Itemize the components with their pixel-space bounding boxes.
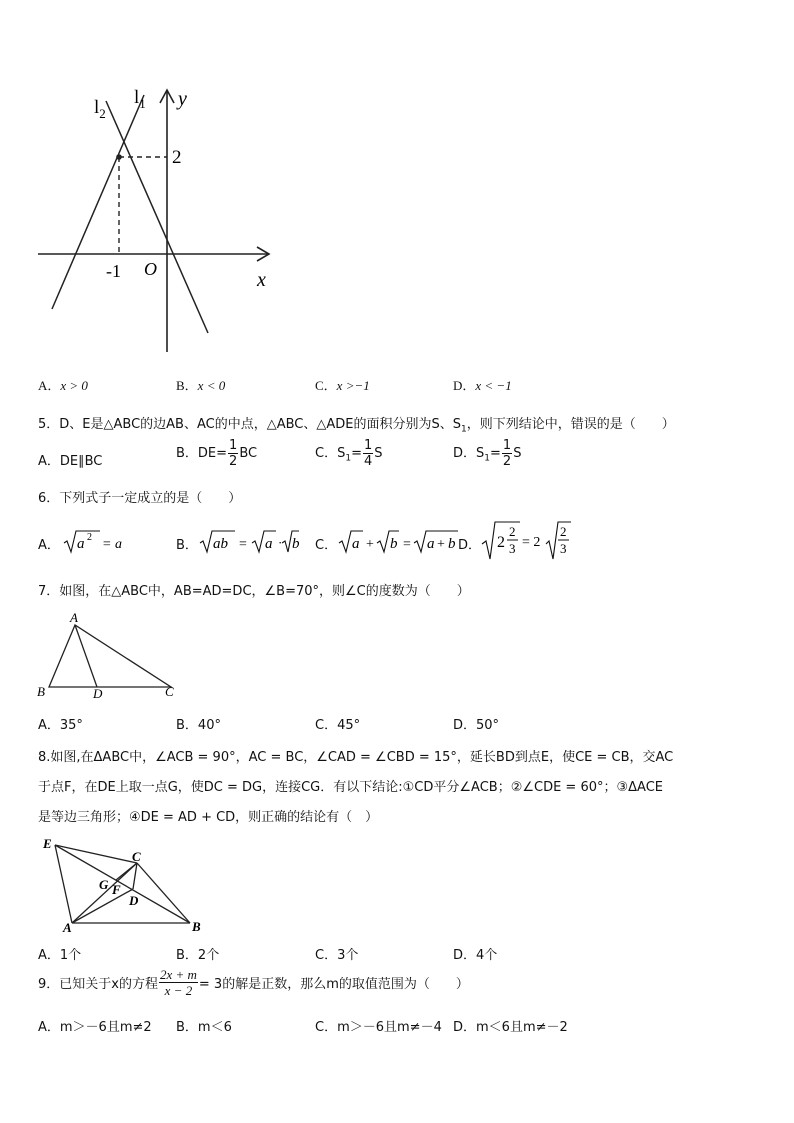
q8-geometry-figure — [38, 836, 214, 936]
svg-text:a: a — [352, 536, 360, 552]
q6-option-d-letter: D． — [458, 538, 482, 553]
svg-text:F: F — [112, 882, 121, 897]
q6-option-b-formula — [198, 526, 300, 556]
q6-option-a[interactable] — [38, 534, 60, 553]
svg-text:b: b — [448, 536, 456, 552]
svg-text:B: B — [37, 684, 45, 699]
svg-text:D: D — [129, 893, 139, 908]
q7-option-c[interactable]: C．45° — [315, 718, 361, 733]
line-l1 — [52, 95, 144, 309]
q8-option-b[interactable]: B．2个 — [176, 948, 220, 963]
q8-stem-line-2: 于点F，在DE上取一点G，使DC = DG，连接CG．有以下结论:①CD平分∠ACB；②∠CDE = 60°；③ΔACE — [38, 780, 664, 795]
q4-option-b[interactable] — [176, 375, 225, 394]
y-tick-label: 2 — [172, 147, 182, 168]
q4-option-a-expr: x > 0 — [60, 378, 88, 393]
q4-option-d-expr: x < −1 — [475, 378, 512, 393]
q9-option-b[interactable]: B．m＜6 — [176, 1020, 232, 1035]
svg-text:+: + — [437, 537, 445, 552]
svg-text:A: A — [63, 920, 72, 935]
q4-option-a[interactable] — [38, 375, 88, 394]
svg-text:3: 3 — [560, 541, 567, 556]
q6-option-c[interactable] — [315, 534, 337, 553]
svg-text:C: C — [165, 684, 174, 699]
q8-stem-line-1: 8.如图,在ΔABC中，∠ACB = 90°，AC = BC，∠CAD = ∠CBD = 15°，延长BD到点E，使CE = CB，交AC — [38, 750, 674, 765]
svg-text:=: = — [239, 537, 247, 552]
svg-text:·: · — [278, 535, 283, 550]
q8-option-c[interactable]: C．3个 — [315, 948, 359, 963]
svg-text:= a: = a — [102, 537, 122, 552]
svg-text:2: 2 — [560, 524, 567, 539]
segment-ad — [75, 625, 97, 687]
q6-option-b-letter: B． — [176, 538, 198, 553]
svg-text:a: a — [265, 536, 273, 552]
svg-text:ab: ab — [213, 536, 228, 552]
svg-text:D: D — [93, 686, 103, 700]
svg-text:=: = — [403, 537, 411, 552]
q7-option-d[interactable]: D．50° — [453, 718, 500, 733]
q6-stem: 6．下列式子一定成立的是（ ） — [38, 491, 242, 506]
q4-option-b-expr: x < 0 — [197, 378, 226, 393]
q5-option-a[interactable]: A．DE∥BC — [38, 454, 103, 469]
origin-label: O — [144, 259, 157, 279]
q9-option-c[interactable]: C．m＞－6且m≠－4 — [315, 1020, 442, 1035]
q6-option-c-formula — [337, 526, 459, 556]
q9-fraction-numerator: 2x + m — [159, 967, 197, 982]
q4-option-a-letter: A． — [38, 378, 61, 393]
svg-text:E: E — [43, 836, 52, 851]
svg-text:+: + — [366, 537, 374, 552]
svg-text:3: 3 — [509, 541, 516, 556]
q7-stem: 7．如图，在△ABC中，AB=AD=DC，∠B=70°，则∠C的度数为（ ） — [38, 584, 470, 599]
q7-option-a[interactable]: A．35° — [38, 718, 83, 733]
q5-option-b[interactable]: B．DE= $\frac{1}{2}$ BC — [176, 438, 258, 469]
q4-option-d[interactable] — [453, 375, 512, 394]
y-axis-label: y — [178, 88, 187, 110]
triangle-abc — [49, 625, 171, 687]
q4-option-b-letter: B． — [176, 378, 198, 393]
q8-stem-line-3: 是等边三角形；④DE = AD + CD，则正确的结论有（ ） — [38, 810, 379, 825]
q6-option-c-letter: C． — [315, 538, 338, 553]
q4-graph-figure — [30, 85, 280, 357]
svg-text:a: a — [77, 536, 85, 552]
intersection-point — [116, 154, 122, 160]
q9-option-d[interactable]: D．m＜6且m≠－2 — [453, 1020, 568, 1035]
svg-text:A: A — [70, 610, 78, 625]
q8-option-d[interactable]: D．4个 — [453, 948, 498, 963]
q9-fraction-denominator: x − 2 — [164, 983, 193, 998]
q6-option-d[interactable] — [458, 534, 481, 553]
svg-text:b: b — [292, 536, 300, 552]
line-l2 — [106, 101, 208, 333]
q5-option-c[interactable]: C．$S_1=$ $\frac{1}{4}$ S — [315, 438, 383, 469]
q6-option-d-formula — [480, 518, 572, 562]
q4-option-c-letter: C． — [315, 378, 337, 393]
q9-option-a[interactable]: A．m＞－6且m≠2 — [38, 1020, 152, 1035]
q4-option-d-letter: D． — [453, 378, 476, 393]
x-tick-label: -1 — [106, 261, 121, 281]
svg-text:G: G — [99, 877, 109, 892]
q4-option-c[interactable] — [315, 375, 370, 394]
svg-text:= 2: = 2 — [522, 535, 541, 550]
q5-option-d[interactable]: D．$S_1=$ $\frac{1}{2}$ S — [453, 438, 522, 469]
q8-option-a[interactable]: A．1个 — [38, 948, 82, 963]
svg-text:B: B — [192, 919, 201, 934]
q7-option-b[interactable]: B．40° — [176, 718, 221, 733]
svg-text:2: 2 — [509, 524, 516, 539]
svg-text:2: 2 — [87, 532, 92, 543]
line-l1-label: $l_1$ — [134, 87, 146, 111]
q5-stem: 5．D、E是△ABC的边AB、AC的中点，△ABC、△ADE的面积分别为S、$S_1$，则下列结论中，错误的是（ ） — [38, 417, 675, 435]
line-l2-label: $l_2$ — [94, 97, 106, 121]
svg-text:a: a — [427, 536, 435, 552]
q4-option-c-expr: x >−1 — [336, 378, 370, 393]
q9-stem: 9．已知关于x的方程 $\frac{2x + m}{x - 2}$ = 3的解是正数，那么m的取值范围为（ ） — [38, 967, 469, 998]
svg-text:2: 2 — [497, 534, 505, 551]
x-axis-label: x — [257, 269, 266, 291]
svg-text:b: b — [390, 536, 398, 552]
q6-option-a-letter: A． — [38, 538, 60, 553]
q7-triangle-figure — [34, 610, 184, 700]
q6-option-b[interactable] — [176, 534, 198, 553]
q6-option-a-formula — [62, 526, 122, 556]
svg-text:C: C — [132, 849, 141, 864]
